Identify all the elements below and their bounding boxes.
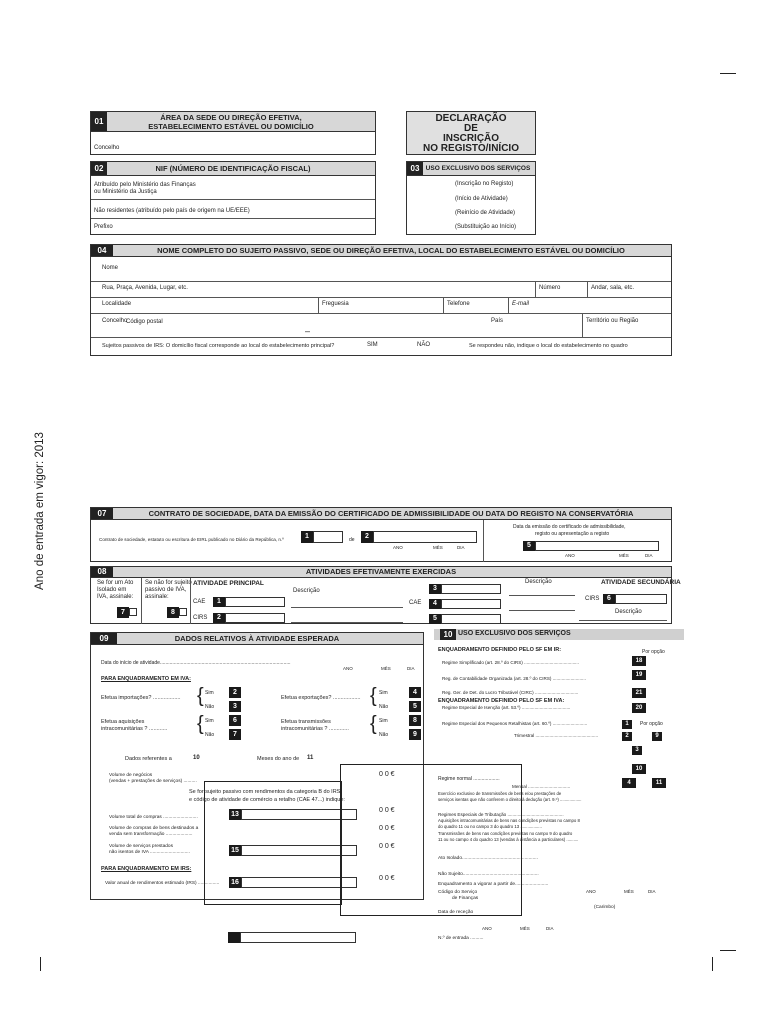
label-pequenos-retalhistas: Regime Especial dos Pequenos Retalhistas (art. 60.º) ........................... <box>442 721 588 726</box>
field-15-label: 15 <box>229 845 241 856</box>
label-andar: Andar, sala, etc. <box>591 285 635 291</box>
label-atividade-secundaria: ATIVIDADE SECUNDÁRIA <box>601 579 681 586</box>
label-nao: NÃO <box>417 342 431 348</box>
label-nome: Nome <box>102 265 119 271</box>
section-10 <box>434 640 684 960</box>
field-1-label: 1 <box>301 531 313 543</box>
label-descricao: Descrição <box>293 588 320 594</box>
section-02-header <box>91 162 375 176</box>
field-2-label: 2 <box>361 531 373 543</box>
field-19-label: 19 <box>632 670 646 680</box>
label-nao: Não <box>205 732 215 738</box>
label-irs-header: PARA ENQUADRAMENTO EM IRS: <box>101 866 192 872</box>
label-mensal: Mensal ................................. <box>512 784 571 789</box>
label-enq-sf-ir: ENQUADRAMENTO DEFINIDO PELO SF EM IR: <box>438 647 562 653</box>
label-mes: MÊS <box>433 545 443 550</box>
label-cirs: CIRS <box>193 615 208 621</box>
label-dia: DIA <box>546 926 554 931</box>
label-numero-entrada: N.º de entrada .......... <box>438 936 484 941</box>
field-2-label: 2 <box>622 732 632 741</box>
title-line: DE <box>464 123 478 134</box>
section-title: ATIVIDADES EFETIVAMENTE EXERCIDAS <box>305 567 457 576</box>
label-territorio: Território ou Região <box>586 318 639 324</box>
field-9-label: 9 <box>409 729 421 740</box>
volume-servicos-value: 0 0 € <box>379 843 395 850</box>
emission-date-field[interactable] <box>535 541 659 551</box>
cae-secundaria-1-field[interactable] <box>441 584 501 594</box>
field-8-label: 8 <box>167 607 179 618</box>
field-16-label: 16 <box>229 877 241 888</box>
label-codigo-servico: Código do Serviço de Finanças <box>438 890 479 901</box>
label-irs-valor: Valor anual de rendimentos estimado (IRS) ................ <box>105 881 220 886</box>
section-01-header <box>91 112 375 132</box>
label-nif-justica: ou Ministério da Justiça <box>94 189 157 195</box>
section-title: DADOS RELATIVOS À ATIVIDADE ESPERADA <box>174 634 340 643</box>
label-cae: CAE <box>193 599 206 605</box>
brace: { <box>370 713 377 735</box>
label-exercicio-exclusivo: Exercício exclusivo de transmissões de bens e/ou prestações de serviços isentas que não conferem o direito à dedução (art. 9.º) .................. <box>438 791 582 802</box>
side-year-text: Ano de entrada em vigor: 2013 <box>34 432 46 590</box>
cae-secundaria-2-field[interactable] <box>441 599 501 609</box>
label-prefixo: Prefixo <box>94 224 113 230</box>
label-volume-compras: Volume total de compras .......................... <box>109 815 198 820</box>
nao-sujeito-checkbox[interactable] <box>179 608 187 616</box>
option-inscricao: (Inscrição no Registo) <box>455 181 514 187</box>
label-nif-nao-residentes: Não residentes (atribuído pelo país de origem na UE/EEE) <box>94 208 250 214</box>
label-data-inicio: Data do início de atividade.............................................................................................. <box>101 660 291 666</box>
label-ano: ANO <box>343 666 353 671</box>
field-11-label: 11 <box>307 755 314 761</box>
document-title-box <box>406 111 536 155</box>
label-volume-bens: Volume de compras de bens destinados a venda sem transformação .................... <box>109 826 199 837</box>
label-sim: Sim <box>205 718 214 724</box>
data-inicio-field[interactable] <box>331 657 421 666</box>
label-cirs: CIRS <box>585 596 600 602</box>
title-line: NO REGISTO/INÍCIO <box>423 143 519 154</box>
label-transmissoes: Efetua transmissões intracomunitárias ? ............. <box>281 719 349 732</box>
field-21-label: 21 <box>632 688 646 698</box>
cirs-principal-field[interactable] <box>225 613 285 623</box>
bottom-field[interactable] <box>240 932 356 943</box>
label-por-opcao: Por opção <box>642 649 665 655</box>
label-nao-sujeito: Não Sujeito......................................................... <box>438 872 539 877</box>
publication-date-field[interactable] <box>373 531 477 543</box>
brace: { <box>197 685 204 707</box>
field-10-label: 10 <box>193 755 200 761</box>
label-regime-isencao: Regime Especial de Isenção (art. 53.º) ...................................... <box>442 705 571 710</box>
field-2-label: 2 <box>229 687 241 698</box>
label-meses-ano: Meses do ano de <box>257 756 300 762</box>
field-10-label: 10 <box>632 764 646 774</box>
label-aquisicoes: Efetua aquisições intracomunitárias ? ............ <box>101 719 168 732</box>
postal-dash: – <box>305 326 311 336</box>
section-title: ÁREA DA SEDE OU DIREÇÃO EFETIVA, ESTABELECIMENTO ESTÁVEL OU DOMICÍLIO <box>148 113 314 131</box>
label-ato-isolado: Se for um Ato Isolado em IVA, assinale: <box>97 580 134 600</box>
section-number: 09 <box>91 633 117 644</box>
label-rua: Rua, Praça, Avenida, Lugar, etc. <box>102 285 188 291</box>
label-sim: Sim <box>379 718 388 724</box>
section-title: USO EXCLUSIVO DOS SERVIÇOS <box>458 630 571 637</box>
field-8-label: 8 <box>409 715 421 726</box>
label-lucro-tributavel: Reg. Ger. de Det. do Lucro Tributável (CIRC) .................................. <box>442 690 579 695</box>
label-concelho: Concelho <box>102 318 128 324</box>
label-ano: ANO <box>586 889 596 894</box>
crop-mark <box>712 957 713 971</box>
section-number: 02 <box>91 162 107 175</box>
label-iva-header: PARA ENQUADRAMENTO EM IVA: <box>101 676 191 682</box>
field-bottom-label <box>228 932 240 943</box>
label-data-rececao: Data de receção <box>438 910 474 915</box>
label-dia: DIA <box>645 553 653 558</box>
label-aquisicoes-intra: Aquisições intracomunitárias de bens nas condições previstas no campo 8 do quadro 11 ou no campo 3 do quadro 13 .................. <box>438 818 580 829</box>
label-dados-referentes: Dados referentes a <box>125 756 172 762</box>
label-sim: Sim <box>205 690 214 696</box>
label-mes: MÊS <box>520 926 530 931</box>
crop-mark <box>720 73 736 74</box>
label-cae: CAE <box>409 600 422 606</box>
section-03 <box>406 161 536 235</box>
section-04-header <box>91 245 671 257</box>
label-sim: SIM <box>367 342 378 348</box>
section-07 <box>90 507 672 562</box>
cae-secundaria-3-field[interactable] <box>441 614 501 624</box>
label-exportacoes: Efetua exportações? .................. <box>281 695 361 701</box>
crop-mark <box>40 957 41 971</box>
label-nao: Não <box>379 704 389 710</box>
field-5-label: 5 <box>409 701 421 712</box>
label-telefone: Telefone <box>447 301 470 307</box>
label-contrato-sociedade: Contrato de sociedade, estatuto ou escritura de EIRL publicado no Diário da República, n.º <box>99 537 284 542</box>
volume-negocios-value: 0 0 € <box>379 771 395 778</box>
label-descricao: Descrição <box>615 609 642 615</box>
section-title: USO EXCLUSIVO DOS SERVIÇOS <box>425 165 531 172</box>
option-reinicio: (Reinício de Atividade) <box>455 210 516 216</box>
label-domicilio-note: Se respondeu não, indique o local do estabelecimento no quadro <box>469 343 628 349</box>
cae-47-box <box>204 781 342 905</box>
section-number: 10 <box>440 629 456 640</box>
label-descricao: Descrição <box>525 579 552 585</box>
field-9-label: 9 <box>652 732 662 741</box>
label-codigo-postal: Código postal <box>126 319 163 325</box>
label-atividade-principal: ATIVIDADE PRINCIPAL <box>193 580 264 587</box>
label-mes: MÊS <box>381 666 391 671</box>
section-10-header <box>434 629 684 640</box>
label-dia: DIA <box>457 545 465 550</box>
label-por-opcao: Por opção <box>640 721 663 727</box>
label-nao: Não <box>379 732 389 738</box>
field-3-label: 3 <box>229 701 241 712</box>
label-ano: ANO <box>482 926 492 931</box>
field-4-label: 4 <box>622 778 636 788</box>
label-ano: ANO <box>565 553 575 558</box>
label-regime-simplificado: Regime Simplificado (art. 28.º do CIRS) ........................................... <box>442 660 579 665</box>
label-de: de <box>349 537 355 543</box>
cae-principal-field[interactable] <box>225 597 285 607</box>
label-enq-sf-iva: ENQUADRAMENTO DEFINIDO PELO SF EM IVA: <box>438 698 565 704</box>
label-regime-normal: Regime normal ................... <box>438 776 500 782</box>
label-ano: ANO <box>393 545 403 550</box>
label-importacoes: Efetua importações? .................. <box>101 695 181 701</box>
label-nif-ministerio: Atribuído pelo Ministério das Finanças <box>94 182 196 188</box>
label-volume-negocios: Volume de negócios (vendas + prestações de serviços) .......... <box>109 773 197 784</box>
section-title: CONTRATO DE SOCIEDADE, DATA DA EMISSÃO DO CERTIFICADO DE ADMISSIBILIDADE OU DATA DO REGISTO NA CONSERVATÓRIA <box>148 509 634 518</box>
label-regimes-especiais: Regimes Especiais de Tributação ............................................ <box>438 812 564 817</box>
volume-compras-value: 0 0 € <box>379 807 395 814</box>
field-18-label: 18 <box>632 656 646 666</box>
section-title: NOME COMPLETO DO SUJEITO PASSIVO, SEDE OU DIREÇÃO EFETIVA, LOCAL DO ESTABELECIMENTO ESTÁVEL OU DOMICÍLIO <box>157 246 625 255</box>
section-number: 01 <box>91 112 107 131</box>
publication-number-field[interactable] <box>313 531 343 543</box>
field-7-label: 7 <box>117 607 129 618</box>
label-enquadramento-vigorar: Enquadramento a vigorar a partir de......................... <box>438 882 549 887</box>
section-number: 04 <box>91 245 113 256</box>
label-concelho: Concelho <box>94 145 120 151</box>
label-domicilio-question: Sujeitos passivos de IRS: O domicílio fiscal corresponde ao local do estabelecimento principal? <box>102 343 335 349</box>
field-6-label: 6 <box>603 594 615 604</box>
section-03-header <box>407 162 535 176</box>
field-5-label: 5 <box>429 614 441 624</box>
field-3-label: 3 <box>429 584 441 594</box>
ato-isolado-checkbox[interactable] <box>129 608 137 616</box>
label-data-emissao: Data da emissão do certificado de admissibilidade, <box>513 524 626 530</box>
label-carimbo: (Carimbo) <box>594 905 616 910</box>
crop-mark <box>720 950 736 951</box>
section-01 <box>90 111 376 155</box>
field-11-label: 11 <box>652 778 666 788</box>
volume-bens-value: 0 0 € <box>379 825 395 832</box>
field-13-label: 13 <box>229 809 241 820</box>
label-sim: Sim <box>379 690 388 696</box>
option-inicio: (Início de Atividade) <box>455 196 508 202</box>
label-registo: registo ou apresentação a registo <box>535 531 610 537</box>
label-nao-sujeito: Se não for sujeito passivo de IVA, assinale: <box>145 580 192 600</box>
field-4-label: 4 <box>409 687 421 698</box>
label-contabilidade: Reg. de Contabilidade Organizada (art. 28.º do CIRS) .......................... <box>442 676 586 681</box>
section-02 <box>90 161 376 235</box>
section-title: NIF (NÚMERO DE IDENTIFICAÇÃO FISCAL) <box>155 164 311 173</box>
section-number: 08 <box>91 567 113 577</box>
label-categoria-b: Se for sujeito passivo com rendimentos da categoria B do IRS e código de atividade de comércio a retalho (CAE 47...) indique: <box>189 789 345 803</box>
section-number: 07 <box>91 508 113 519</box>
section-08-header <box>91 567 671 578</box>
brace: { <box>197 713 204 735</box>
title-line: DECLARAÇÃO <box>435 113 507 124</box>
field-1-label: 1 <box>622 720 632 729</box>
brace: { <box>370 685 377 707</box>
section-09-header <box>91 633 423 645</box>
section-08 <box>90 566 681 624</box>
section-07-header <box>91 508 671 520</box>
label-nao: Não <box>205 704 215 710</box>
label-dia: DIA <box>648 889 656 894</box>
field-2-label: 2 <box>213 613 225 623</box>
field-7-label: 7 <box>229 729 241 740</box>
field-4-label: 4 <box>429 599 441 609</box>
label-numero: Número <box>539 285 561 291</box>
label-localidade: Localidade <box>102 301 132 307</box>
label-volume-servicos: Volume de serviços prestados não isentos de IVA .............................. <box>109 844 190 855</box>
label-mes: MÊS <box>619 553 629 558</box>
field-3-label: 3 <box>632 746 642 755</box>
label-freguesia: Freguesia <box>322 301 349 307</box>
label-dia: DIA <box>407 666 415 671</box>
label-transmissoes-bens: Transmissões de bens nas condições previstas no campo 9 do quadro 11 ou no campo 4 do quadro 13 (vendas à distância a particulares) .......... <box>438 831 579 842</box>
section-04 <box>90 244 672 356</box>
label-trimestral: Trimestral ................................................. <box>514 733 599 738</box>
label-email: E-mail <box>512 301 530 307</box>
cirs-secundaria-field[interactable] <box>615 594 667 604</box>
irs-valor-value: 0 0 € <box>379 875 395 882</box>
title-line: INSCRIÇÃO <box>442 133 500 144</box>
field-6-label: 6 <box>229 715 241 726</box>
field-1-label: 1 <box>213 597 225 607</box>
label-mes: MÊS <box>624 889 634 894</box>
label-ato-isolado: Ato Isolado......................................................... <box>438 856 538 861</box>
field-20-label: 20 <box>632 703 646 713</box>
section-number: 03 <box>407 162 423 175</box>
label-pais: País <box>491 318 504 324</box>
field-5-label: 5 <box>523 541 535 551</box>
option-substituicao: (Substituição ao Início) <box>455 224 517 230</box>
